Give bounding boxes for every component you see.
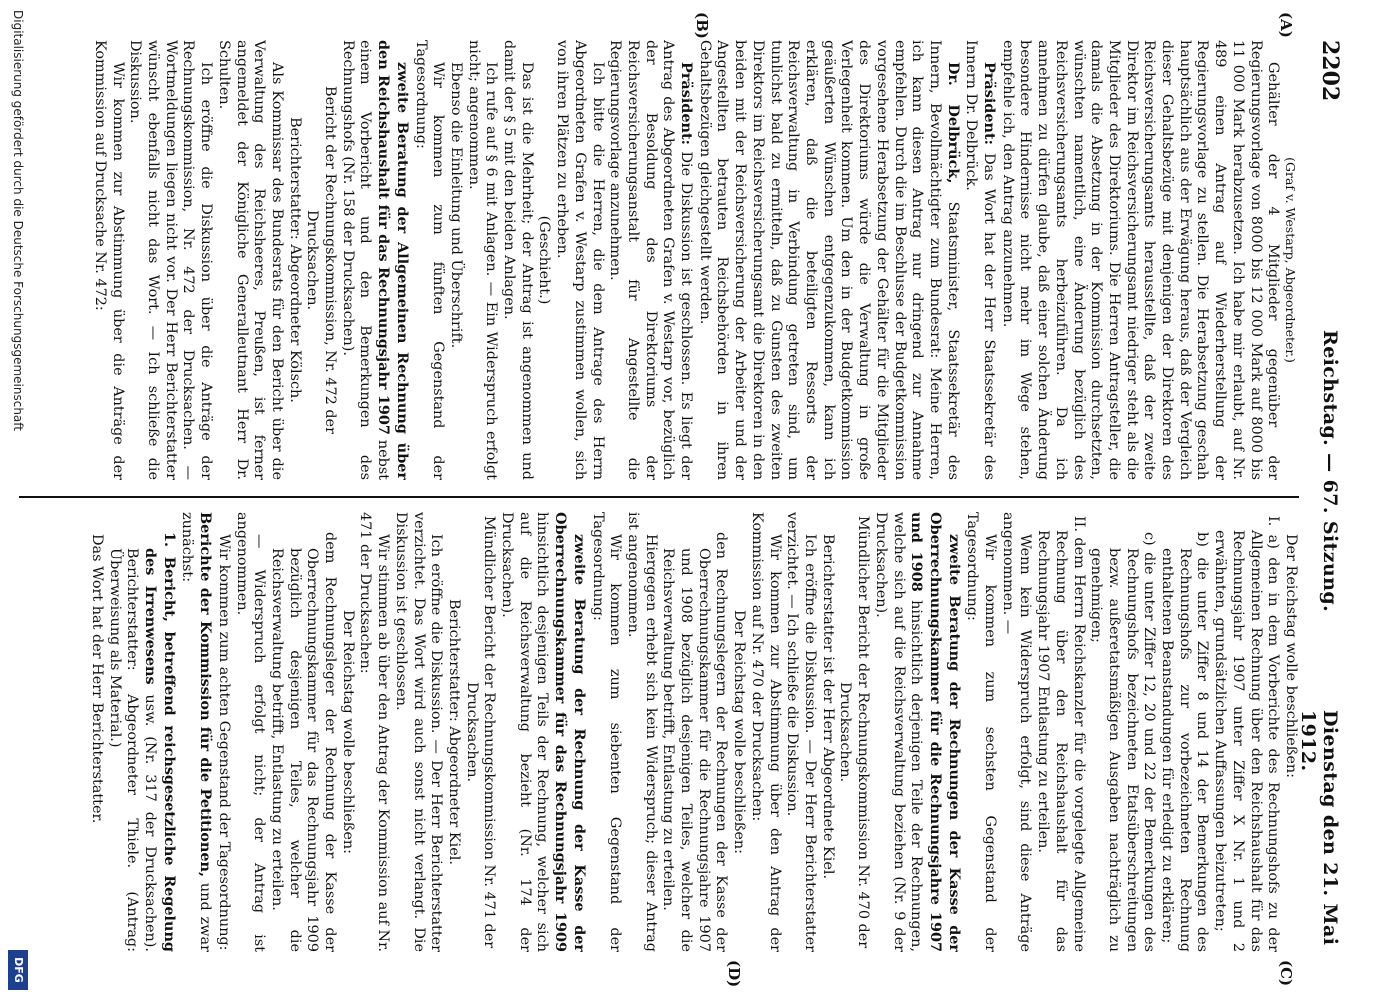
paragraph: Als Kommissar des Bundesrats für den Bericht über die Verwaltung des Reichsheeres, Preußen, ist ferner angemeldet der Königliche Generalleutnant Herr Dr. Schulten. bbox=[215, 40, 285, 480]
report-line: Bericht der Rechnungskommission, Nr. 472 der Drucksachen. bbox=[304, 86, 339, 434]
resolution-item: den Rechnungslegern der Rechnungen der Kasse der Oberrechnungskammer für die Rechnungsjahre 1907 und 1908 bezüglich desjenigen Teiles, welcher die Reichsverwaltung betrifft, Entlastung zu erteilen. bbox=[660, 532, 730, 952]
paragraph bbox=[695, 40, 962, 480]
petition-title: 1. Bericht, betreffend reichsgesetzliche Regelung des Irrenwesens bbox=[142, 532, 178, 952]
session-title: Reichstag. — 67. Sitzung. bbox=[1319, 330, 1341, 613]
paragraph: Ich eröffne die Diskussion über die Anträge der Rechnungskommission, Nr. 472 der Drucksachen. — Wortmeldungen liegen nicht vor. Der Herr Berichterstatter wünscht ebenfalls nicht das Wort. — Ich schließe die Diskussion. bbox=[127, 40, 215, 480]
paragraph: Der Reichstag wolle beschließen: bbox=[1283, 534, 1299, 779]
speaker-line: (Graf v. Westarp, Abgeordneter.) bbox=[1283, 157, 1298, 363]
resolution-item: b) die unter Ziffer 8 und 14 der Bemerkungen des Rechnungshofs zur vorbezeichneten Rechnung enthaltenen Beanstandungen für erledigt zu erklären; bbox=[1159, 532, 1211, 952]
paragraph: Der Reichstag wolle beschließen: bbox=[339, 609, 356, 854]
report-line: Mündlicher Bericht der Rechnungskommission Nr. 471 der Drucksachen. bbox=[463, 515, 498, 949]
speaker-name: Präsident: bbox=[981, 62, 999, 145]
agenda-item bbox=[497, 512, 588, 952]
resolution-item: dem Rechnungsleger der Rechnung der Kasse der Oberrechnungskammer für das Rechnungsjahr 1909 bezüglich desjenigen Teiles, welcher die Reichsverwaltung betrifft, Entlastung zu erteilen. bbox=[268, 532, 339, 952]
column-divider bbox=[19, 496, 1299, 498]
paragraph: Ich eröffne die Diskussion. — Der Herr Berichterstatter verzichtet. Das Wort wird auch sonst nicht verlangt. Die Diskussion ist geschlossen. bbox=[392, 512, 445, 952]
resolution-item: II. dem Herrn Reichskanzler für die vorgelegte Allgemeine Rechnung über den Reichshaushalt für das Rechnungsjahr 1907 Entlastung zu erteilen. bbox=[1035, 516, 1087, 952]
paragraph: — Widerspruch erfolgt nicht; der Antrag ist angenommen. bbox=[233, 512, 268, 952]
paragraph-text: und zwar zunächst: bbox=[179, 512, 214, 952]
paragraph: Gehälter der 4 Mitglieder gegenüber der Regierungsvorlage von 8000 bis 12 000 Mark auf 8000 bis 11 000 Mark herabzusetzen. Ich habe mir erlaubt, auf Nr. 489 einen Antrag auf Wiederherstellung der Regierungsvorlage zu stellen. Die Herabsetzung geschah hauptsächlich aus der Erwägung heraus, daß der Vergleich dieser Gehaltsbezüge mit denjenigen der Direktoren des Reichsversicherungsamts herausstellte, daß der zweite Direktor im Reichsversicherungsamt niedriger steht als die Mitglieder des Direktoriums. Die Herren Antragsteller, die damals die Absetzung in der Kommission durchsetzten, wünschten namentlich, eine Änderung bezüglich des Reichsversicherungsamts herbeizuführen. Da ich annehmen zu dürfen glaube, daß einer solchen Änderung besondere Hindernisse nicht mehr im Wege stehen, empfehle ich, den Antrag anzunehmen. bbox=[999, 40, 1282, 480]
paragraph: Wir kommen zur Abstimmung über den Antrag der Kommission auf Nr. 470 der Drucksachen: bbox=[748, 512, 783, 952]
right-column bbox=[49, 512, 1299, 952]
speech-text: Staatsminister, Staatssekretär des Innern, Bevollmächtigter zum Bundesrat: Meine Herren, ich kann diesen Antrag nur dringend zur Annahme empfehlen. Durch die im Beschlusse der Budgetkommission vorgesehene Herabsetzung der Gehälter für die Mitglieder des Direktoriums würde die Verwaltung in große Verlegenheit kommen. Um den in der Budgetkommission geäußerten Wünschen entgegenzukommen, kann ich erklären, daß die beteiligten Ressorts der Reichsverwaltung in Verbindung getreten sind, um tunlichst bald zu ermitteln, daß zu Gunsten des zweiten Direktors im Reichsversicherungsamt die Direktoren in den beiden mit der Reichsversicherung der Arbeiter und der Angestellten betrauten Reichsbehörden in ihren Gehaltsbezügen gleichgestellt werden. bbox=[696, 40, 961, 480]
paragraph: Wenn kein Widerspruch erfolgt, sind diese Anträge angenommen. — bbox=[999, 512, 1034, 952]
margin-marker-c: (C) bbox=[1277, 960, 1295, 987]
petition-item bbox=[105, 512, 178, 952]
agenda-item-title: Berichte der Kommission für die Petitionen, bbox=[197, 512, 215, 877]
page-header bbox=[1297, 0, 1347, 1000]
paragraph-text: Wir kommen zum achten Gegenstand der Tagesordnung: bbox=[215, 534, 232, 951]
margin-marker-a: (A) bbox=[1277, 12, 1295, 38]
paragraph: Hiergegen erhebt sich kein Widerspruch; dieser Antrag ist angenommen. bbox=[624, 512, 659, 952]
report-line: Mündlicher Bericht der Rechnungskommission Nr. 470 der Drucksachen. bbox=[837, 515, 872, 949]
paragraph: Ebenso die Einleitung und Überschrift. bbox=[447, 62, 464, 349]
dfg-logo: DFG bbox=[8, 950, 28, 990]
agenda-item bbox=[338, 40, 411, 480]
funding-credit: Digitalisierung gefördert durch die Deutsche Forschungsgemeinschaft bbox=[11, 10, 25, 432]
agenda-item-text: hinsichtlich derjenigen Teile der Rechnungen, welche sich auf die Reichsverwaltung beziehen (Nr. 9 der Drucksachen). bbox=[872, 512, 925, 952]
stage-direction: (Geschieht.) bbox=[536, 215, 553, 305]
paragraph bbox=[962, 40, 998, 480]
page-number: 2202 bbox=[1317, 40, 1343, 102]
paragraph: Ich bitte die Herren, die dem Antrage des Herrn Abgeordneten Grafen v. Westarp zustimmen wollen, sich von ihren Plätzen zu erheben. bbox=[554, 40, 606, 480]
paragraph: Das ist die Mehrheit; der Antrag ist angenommen und damit der § 5 mit den beiden Anlagen. bbox=[501, 40, 535, 480]
paragraph: Wir stimmen ab über den Antrag der Kommission auf Nr. 471 der Drucksachen: bbox=[357, 512, 392, 952]
agenda-item bbox=[871, 512, 963, 952]
paragraph: Wir kommen zum fünften Gegenstand der Tagesordnung: bbox=[412, 40, 447, 480]
speech-text: Die Diskussion ist geschlossen. Es liegt der Antrag des Abgeordneten Grafen v. Westarp vor, bezüglich der Besoldung des Direktoriums der Reichsversicherungsanstalt für Angestellte die Regierungsvorlage anzunehmen. bbox=[607, 40, 695, 480]
margin-marker-d: (D) bbox=[725, 960, 743, 988]
petition-text: usw. (Nr. 317 der Drucksachen). Berichterstatter: Abgeordneter Thiele. (Antrag: Überweisung als Material.) bbox=[106, 548, 158, 952]
speaker-name: Dr. Delbrück, bbox=[944, 62, 962, 184]
agenda-item-text: nebst einem Vorbericht und den Bemerkungen des Rechnungshofs (Nr. 158 der Drucksachen). bbox=[339, 40, 392, 480]
speaker-name: Präsident: bbox=[678, 62, 696, 145]
resolution-item: I. a) den in dem Vorberichte des Rechnungshofs zu der Allgemeinen Rechnung über den Reichshaushalt für das Rechnungsjahr 1907 unter Ziffer X Nr. 1 und 2 erwähnten, grundsätzlichen Auffassungen beizutreten; bbox=[1212, 516, 1282, 952]
speech-text: Das Wort hat der Herr Staatssekretär des Innern Dr. Delbrück. bbox=[963, 40, 998, 480]
paragraph: Der Reichstag wolle beschließen: bbox=[731, 609, 748, 854]
paragraph: Wir kommen zur Abstimmung über die Anträge der Kommission auf Drucksache Nr. 472: bbox=[91, 40, 126, 480]
paragraph: Ich rufe auf § 6 mit Anlagen. — Ein Widerspruch erfolgt nicht; angenommen. bbox=[465, 40, 500, 480]
left-column bbox=[49, 40, 1299, 480]
agenda-item-title: zweite Beratung der Rechnung der Kasse der Oberrechnungskammer für das Rechnungsjahr 1909 bbox=[552, 512, 588, 952]
paragraph bbox=[606, 40, 696, 480]
rapporteur-line: Berichterstatter: Abgeordneter Kiel. bbox=[445, 599, 462, 865]
margin-marker-b: (B) bbox=[693, 12, 711, 39]
resolution-item: c) die unter Ziffer 12, 20 und 22 der Bemerkungen des Rechnungshofs bezeichneten Etatsüberschreitungen bezw. außeretatsmäßigen Ausgaben nachträglich zu genehmigen; bbox=[1088, 532, 1158, 952]
paragraph: Wir kommen zum sechsten Gegenstand der Tagesordnung: bbox=[964, 512, 999, 952]
paragraph: Ich eröffne die Diskussion. — Der Herr Berichterstatter verzichtet. — Ich schließe die Diskussion. bbox=[784, 512, 819, 952]
agenda-item-title: zweite Beratung der Rechnungen der Kasse der Oberrechnungskammer für die Rechnungsjahre 1907 und 1908 bbox=[908, 512, 963, 952]
rapporteur-line: Berichterstatter: Abgeordneter Kölsch. bbox=[286, 117, 303, 403]
agenda-item-text: hinsichtlich desjenigen Teils der Rechnung, welcher sich auf die Reichsverwaltung bezieht (Nr. 174 der Drucksachen). bbox=[499, 512, 551, 952]
paragraph bbox=[178, 512, 232, 952]
digitization-footer bbox=[3, 0, 31, 1000]
paragraph: Berichterstatter ist der Herr Abgeordnete Kiel. bbox=[819, 534, 836, 880]
paragraph: Das Wort hat der Herr Berichterstatter. bbox=[88, 534, 105, 824]
paragraph: Wir kommen zum siebenten Gegenstand der Tagesordnung: bbox=[589, 512, 624, 952]
session-date: Dienstag den 21. Mai 1912. bbox=[1297, 710, 1341, 946]
agenda-item-title: zweite Beratung der Allgemeinen Rechnung über den Reichshaushalt für das Rechnungsjahr 1907 bbox=[375, 40, 411, 480]
